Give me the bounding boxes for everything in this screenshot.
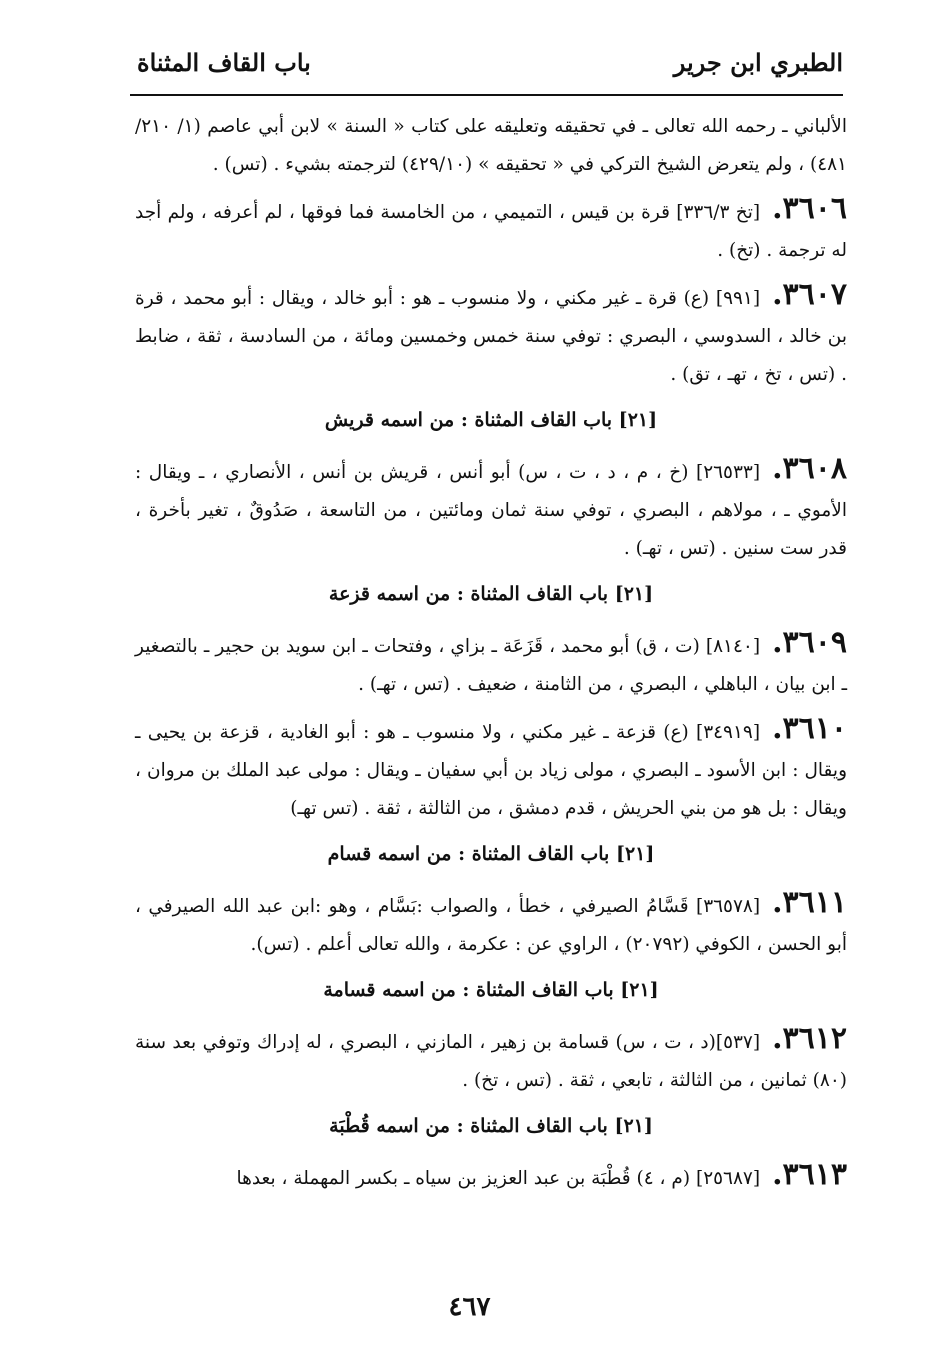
continuation-paragraph: الألباني ـ رحمه الله تعالى ـ في تحقيقه وتعليقه على كتاب « السنة » لابن أبي عاصم (١/ ٢١٠/ ٤٨١) ، ولم يتعرض الشيخ التركي في « تحقيقه » (٤٢٩/١٠) لترجمته بشيء . (تس) . <box>135 116 847 175</box>
entry-number: ٣٦١٣. <box>772 1157 847 1192</box>
page-number: ٤٦٧ <box>448 1292 491 1322</box>
entry-text: [٢٥٦٨٧] (م ، ٤) قُطْبَة بن عبد العزيز بن سياه ـ بكسر المهملة ، بعدها <box>236 1168 761 1189</box>
page-header <box>115 40 849 88</box>
header-rule <box>130 94 843 96</box>
entry-3609 <box>135 624 847 704</box>
entry-number: ٣٦١٢. <box>772 1021 847 1056</box>
section-heading: [٢١] باب القاف المثناة : من اسمه قسامة <box>323 979 659 1001</box>
section-heading: [٢١] باب القاف المثناة : من اسمه قزعة <box>328 583 654 605</box>
entry-number: ٣٦٠٧. <box>772 277 847 312</box>
page-body <box>135 108 847 1204</box>
entry-3610 <box>135 710 847 828</box>
entry-3607 <box>135 276 847 394</box>
entry-number: ٣٦١١. <box>772 885 847 920</box>
entry-text: [٣٦٥٧٨] قَسَّامُ الصيرفي ، خطأ ، والصواب :بَسَّام ، وهو :ابن عبد الله الصيرفي ، أبو الحسن ، الكوفي (٢٠٧٩٢) ، الراوي عن : عكرمة ، والله تعالى أعلم . (تس). <box>135 896 847 955</box>
entry-3613 <box>135 1156 847 1198</box>
entry-number: ٣٦٠٩. <box>772 625 847 660</box>
entry-text: [٨١٤٠] (ت ، ق) أبو محمد ، قَزَعَة ـ بزاي ، وفتحات ـ ابن سويد بن حجير ـ بالتصغير ـ ابن بيان ، الباهلي ، البصري ، من الثامنة ، ضعيف . (تس ، تهـ) . <box>135 636 847 695</box>
entry-3611 <box>135 884 847 964</box>
entry-number: ٣٦٠٨. <box>772 451 847 486</box>
chapter-title: باب القاف المثناة <box>137 48 311 77</box>
entry-text: [٥٣٧](د ، ت ، س) قسامة بن زهير ، المازني ، البصري ، له إدراك وتوفي بعد سنة (٨٠) ثمانين ، من الثالثة ، تابعي ، ثقة . (تس ، تخ) . <box>135 1032 847 1091</box>
entry-3612 <box>135 1020 847 1100</box>
entry-text: [٩٩١] (ع) قرة ـ غير مكني ، ولا منسوب ـ هو : أبو خالد ، ويقال : أبو محمد ، قرة بن خالد ، السدوسي ، البصري : توفي سنة خمس وخمسين ومائة ، من السادسة ، ثقة ، ضابط . (تس ، تخ ، تهـ ، تق) . <box>135 288 847 385</box>
section-heading: [٢١] باب القاف المثناة : من اسمه قسام <box>327 843 655 865</box>
entry-text: [٣٤٩١٩] (ع) قزعة ـ غير مكني ، ولا منسوب ـ هو : أبو الغادية ، قزعة بن يحيى ـ ويقال : ابن الأسود ـ البصري ، مولى زياد بن أبي سفيان ـ ويقال : مولى عبد الملك بن مروان ، ويقال : بل هو من بني الحريش ، قدم دمشق ، من الثالثة ، ثقة . (تس تهـ) <box>135 722 847 819</box>
book-title: الطبري ابن جرير <box>673 48 843 77</box>
section-heading: [٢١] باب القاف المثناة : من اسمه قُطْبَة <box>329 1115 653 1137</box>
entry-text: [تخ ٣٣٦/٣] قرة بن قيس ، التميمي ، من الخامسة فما فوقها ، لم أعرفه ، ولم أجد له ترجمة . (تخ) . <box>135 202 847 261</box>
entry-3608 <box>135 450 847 568</box>
entry-3606 <box>135 190 847 270</box>
entry-text: [٢٦٥٣٣] (خ ، م ، د ، ت ، س) أبو أنس ، قريش بن أنس ، الأنصاري ، ـ ويقال : الأموي ـ ، مولاهم ، البصري ، توفي سنة ثمان ومائتين ، من التاسعة ، صَدُوقٌ ، تغير بأخرة ، قدر ست سنين . (تس ، تهـ) . <box>135 462 847 559</box>
entry-number: ٣٦٠٦. <box>772 191 847 226</box>
entry-number: ٣٦١٠. <box>772 711 847 746</box>
section-heading: [٢١] باب القاف المثناة : من اسمه قريش <box>324 409 658 431</box>
